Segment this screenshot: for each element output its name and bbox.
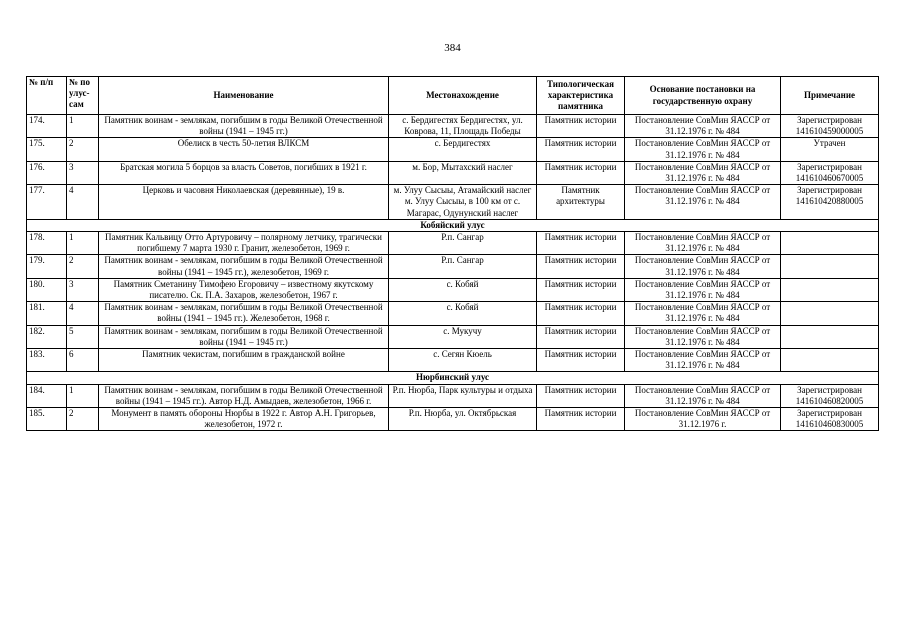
cell-basis: Постановление СовМин ЯАССР от 31.12.1976 г. № 484 [625,278,781,301]
monuments-table [26,76,879,431]
cell-location: с. Кобяй [389,278,537,301]
cell-num: 175. [27,138,67,161]
cell-basis: Постановление СовМин ЯАССР от 31.12.1976 г. № 484 [625,138,781,161]
cell-note: Зарегистрирован 141610460820005 [781,384,879,407]
cell-type: Памятник истории [537,325,625,348]
cell-num: 177. [27,185,67,220]
cell-basis: Постановление СовМин ЯАССР от 31.12.1976 г. № 484 [625,232,781,255]
cell-ulus-num: 3 [67,161,99,184]
cell-basis: Постановление СовМин ЯАССР от 31.12.1976 г. № 484 [625,185,781,220]
cell-type: Памятник истории [537,278,625,301]
cell-type: Памятник истории [537,115,625,138]
cell-note [781,349,879,372]
cell-location: Р.п. Нюрба, Парк культуры и отдыха [389,384,537,407]
cell-note [781,302,879,325]
cell-name: Памятник воинам - землякам, погибшим в годы Великой Отечественной войны (1941 – 1945 гг.) [99,325,389,348]
cell-name: Памятник воинам - землякам, погибшим в годы Великой Отечественной войны (1941 – 1945 гг.). Железобетон, 1968 г. [99,302,389,325]
section-row [27,372,879,384]
cell-ulus-num: 4 [67,185,99,220]
cell-location: с. Бердигестях [389,138,537,161]
cell-ulus-num: 1 [67,115,99,138]
cell-basis: Постановление СовМин ЯАССР от 31.12.1976 г. № 484 [625,255,781,278]
header-basis: Основание постановки на государственную охрану [625,77,781,115]
header-ulus-num: № по улус-сам [67,77,99,115]
cell-ulus-num: 4 [67,302,99,325]
table-row [27,408,879,431]
cell-location: с. Сегян Кюель [389,349,537,372]
cell-num: 183. [27,349,67,372]
cell-type: Памятник истории [537,302,625,325]
cell-note [781,325,879,348]
cell-note [781,278,879,301]
cell-ulus-num: 2 [67,138,99,161]
cell-location: с. Кобяй [389,302,537,325]
cell-basis: Постановление СовМин ЯАССР от 31.12.1976 г. № 484 [625,384,781,407]
cell-num: 180. [27,278,67,301]
section-title: Кобяйский улус [27,219,879,231]
cell-num: 185. [27,408,67,431]
header-num: № п/п [27,77,67,115]
table-row [27,384,879,407]
table-row [27,325,879,348]
header-name: Наименование [99,77,389,115]
cell-basis: Постановление СовМин ЯАССР от 31.12.1976 г. № 484 [625,302,781,325]
cell-note: Утрачен [781,138,879,161]
cell-name: Братская могила 5 борцов за власть Советов, погибших в 1921 г. [99,161,389,184]
cell-basis: Постановление СовМин ЯАССР от 31.12.1976 г. № 484 [625,115,781,138]
cell-basis: Постановление СовМин ЯАССР от 31.12.1976 г. № 484 [625,161,781,184]
cell-type: Памятник истории [537,384,625,407]
table-header-row [27,77,879,115]
cell-name: Памятник чекистам, погибшим в гражданской войне [99,349,389,372]
table-row [27,138,879,161]
cell-basis: Постановление СовМин ЯАССР от 31.12.1976 г. № 484 [625,325,781,348]
cell-note: Зарегистрирован 141610459000005 [781,115,879,138]
table-row [27,349,879,372]
cell-location: м. Улуу Сысыы, Атамайский наслег м. Улуу Сысыы, в 100 км от с. Магарас, Одунунский наслег [389,185,537,220]
header-note: Примечание [781,77,879,115]
cell-num: 182. [27,325,67,348]
section-row [27,219,879,231]
table-row [27,232,879,255]
cell-name: Памятник Сметанину Тимофею Егоровичу – известному якутскому писателю. Ск. П.А. Захаров, железобетон, 1967 г. [99,278,389,301]
cell-location: Р.п. Сангар [389,255,537,278]
cell-name: Обелиск в честь 50-летия ВЛКСМ [99,138,389,161]
cell-num: 178. [27,232,67,255]
page-number: 384 [444,42,461,54]
cell-ulus-num: 2 [67,255,99,278]
table-row [27,302,879,325]
cell-note: Зарегистрирован 141610420880005 [781,185,879,220]
cell-note: Зарегистрирован 141610460670005 [781,161,879,184]
cell-num: 181. [27,302,67,325]
cell-basis: Постановление СовМин ЯАССР от 31.12.1976 г. № 484 [625,349,781,372]
cell-type: Памятник истории [537,232,625,255]
cell-num: 179. [27,255,67,278]
cell-num: 184. [27,384,67,407]
cell-type: Памятник истории [537,349,625,372]
cell-note [781,255,879,278]
cell-location: Р.п. Нюрба, ул. Октябрьская [389,408,537,431]
cell-name: Монумент в память обороны Нюрбы в 1922 г. Автор А.Н. Григорьев, железобетон, 1972 г. [99,408,389,431]
cell-name: Церковь и часовня Николаевская (деревянные), 19 в. [99,185,389,220]
cell-type: Памятник истории [537,161,625,184]
cell-type: Памятник истории [537,138,625,161]
cell-location: с. Мукучу [389,325,537,348]
cell-type: Памятник архитектуры [537,185,625,220]
table-body [27,115,879,431]
cell-note: Зарегистрирован 141610460830005 [781,408,879,431]
cell-ulus-num: 3 [67,278,99,301]
table-row [27,278,879,301]
cell-num: 176. [27,161,67,184]
cell-basis: Постановление СовМин ЯАССР от 31.12.1976 г. [625,408,781,431]
section-title: Нюрбинский улус [27,372,879,384]
cell-location: м. Бор, Мытахский наслег [389,161,537,184]
table-row [27,255,879,278]
cell-ulus-num: 5 [67,325,99,348]
cell-name: Памятник воинам - землякам, погибшим в годы Великой Отечественной войны (1941 – 1945 гг.). Автор Н.Д. Амыдаев, железобетон, 1966 г. [99,384,389,407]
header-type: Типологическая характеристика памятника [537,77,625,115]
cell-ulus-num: 6 [67,349,99,372]
cell-type: Памятник истории [537,408,625,431]
cell-ulus-num: 1 [67,232,99,255]
cell-ulus-num: 2 [67,408,99,431]
cell-name: Памятник Кальвицу Отто Артуровичу – полярному летчику, трагически погибшему 7 марта 1930 г. Гранит, железобетон, 1969 г. [99,232,389,255]
cell-type: Памятник истории [537,255,625,278]
cell-num: 174. [27,115,67,138]
cell-name: Памятник воинам - землякам, погибшим в годы Великой Отечественной войны (1941 – 1945 гг.) [99,115,389,138]
table-row [27,161,879,184]
header-location: Местонахождение [389,77,537,115]
cell-location: с. Бердигестях Бердигестях, ул. Коврова, 11, Площадь Победы [389,115,537,138]
cell-note [781,232,879,255]
table-row [27,185,879,220]
table-row [27,115,879,138]
cell-location: Р.п. Сангар [389,232,537,255]
cell-ulus-num: 1 [67,384,99,407]
cell-name: Памятник воинам - землякам, погибшим в годы Великой Отечественной войны (1941 – 1945 гг.), железобетон, 1969 г. [99,255,389,278]
